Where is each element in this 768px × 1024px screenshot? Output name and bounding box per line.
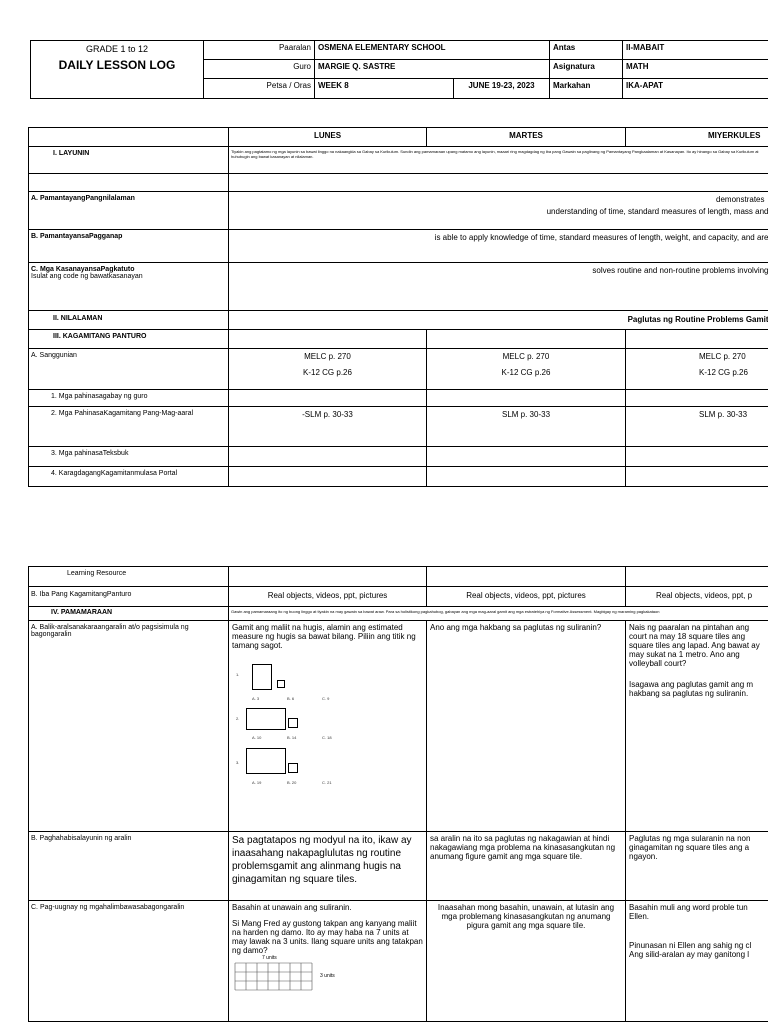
subject-value: MATH xyxy=(623,60,768,79)
balik-aral-label: A. Balik-aralsanakaraangaralin at/o pagsisimula ng bagongaralin xyxy=(29,621,229,832)
subject-label: Asignatura xyxy=(550,60,623,79)
date-label: Petsa / Oras xyxy=(204,79,315,99)
pamamaraan-note: Gawin ang pamamaraang ito ng buong linggo at tiyakin na may gawain sa bawat araw. Para sa holistikong pagkahubog, gabayan ang mga mag-aaral gamit ang mga estratehiya ng Formative Assessment. Magbigay ng maraming pagkakataon xyxy=(229,607,768,621)
quarter-label: Markahan xyxy=(550,79,623,99)
paghahabi-label: B. Paghahabisalayunin ng aralin xyxy=(29,832,229,901)
materials-lunes: Real objects, videos, ppt, pictures xyxy=(229,587,427,607)
guro-label: 1. Mga pahinasagabay ng guro xyxy=(29,390,229,407)
fig2-opt-c: C. 18 xyxy=(322,735,332,740)
pag-uugnay-martes: Inaasahan mong basahin, unawain, at lutasin ang mga problemang kinasasangkutan ng anumang pigura gamit ang mga square tile. xyxy=(427,901,626,1022)
figure-shape-1 xyxy=(252,664,272,690)
pamamaraan-label: IV. PAMAMARAAN xyxy=(29,607,229,621)
balik-aral-miy-text2: Isagawa ang paglutas gamit ang m hakbang sa paglutas ng suliranin. xyxy=(629,680,754,698)
layunin-note: Tiyakin ang pagtatamo ng mga layunin sa bawat linggo na nakaangkla sa Gabay sa Kurikulum. Sundin ang pamamaraan upang matamo ang layunin, maaari ring magdagdag ng iba pang Gawain sa paglinang ng Pamantayang Pangkaalaman at Kasanayan. Ito ay hinango sa Gabay sa Kurikulum at huhubugin ang bawat kasanayan at nilalaman. xyxy=(229,147,768,174)
pp-text-line2: understanding of time, standard measures of length, mass and xyxy=(546,207,768,216)
kasanayan-sub: Isulat ang code ng bawatkasanayan xyxy=(31,273,143,280)
grid-7x3 xyxy=(234,962,316,992)
fig3-opt-c: C. 21 xyxy=(322,780,332,785)
pag-uugnay-miy-text2: Pinunasan ni Ellen ang sahig ng cl Ang silid-aralan ay may ganitong l xyxy=(629,941,752,959)
grade-level-label: Antas xyxy=(550,41,623,60)
pamantayan-pagganap-text: is able to apply knowledge of time, standard measures of length, weight, and capacity, and are xyxy=(229,230,768,263)
fig2-opt-a: A. 10 xyxy=(252,735,262,740)
sanggunian-lunes xyxy=(229,349,427,390)
slm-lunes: -SLM p. 30-33 xyxy=(229,407,427,447)
procedure-table xyxy=(28,566,768,1022)
learning-resource-label: Learning Resource xyxy=(29,567,229,587)
teksbuk-label: 3. Mga pahinasaTeksbuk xyxy=(29,447,229,467)
kasanayan-label: C. Mga KasanayansaPagkatuto xyxy=(31,266,135,273)
portal-label: 4. KaragdagangKagamitanmulasa Portal xyxy=(29,467,229,487)
pamantayang-pangnilalaman-label: A. PamantayangPangnilalaman xyxy=(29,192,229,230)
slm-miyerkules: SLM p. 30-33 xyxy=(626,407,768,447)
grid-figure xyxy=(232,955,423,995)
melc-miyerkules: MELC p. 270 xyxy=(699,352,746,361)
pag-uugnay-miy-text1: Basahin muli ang word proble tun Ellen. xyxy=(629,903,748,921)
pag-uugnay-label: C. Pag-uugnay ng mgahalimbawasabagongaralin xyxy=(29,901,229,1022)
grid-top-label: 7 units xyxy=(262,955,277,961)
melc-martes: MELC p. 270 xyxy=(502,352,550,361)
quarter-value: IKA-APAT xyxy=(623,79,768,99)
iba-kagamitan-label: B. Iba Pang KagamitangPanturo xyxy=(29,587,229,607)
page-title: DAILY LESSON LOG xyxy=(58,58,176,72)
teacher-label: Guro xyxy=(204,60,315,79)
slm-martes: SLM p. 30-33 xyxy=(427,407,626,447)
header-title-cell xyxy=(31,41,204,99)
layunin-label: I. LAYUNIN xyxy=(29,147,229,174)
fig3-opt-a: A. 19 xyxy=(252,780,262,785)
materials-martes: Real objects, videos, ppt, pictures xyxy=(427,587,626,607)
pag-uugnay-lunes-text1: Basahin at unawain ang suliranin. xyxy=(232,903,352,912)
figure-num-2: 2. xyxy=(236,716,240,721)
fig2-opt-b: B. 14 xyxy=(287,735,297,740)
sanggunian-label: A. Sanggunian xyxy=(29,349,229,390)
pag-uugnay-lunes-text2: Si Mang Fred ay gustong takpan ang kanyang maliit na harden ng damo. Ito ay may haba na 7 units at may lawak na 3 units. Ilang square units ang tatakpan ng damo? xyxy=(232,919,423,955)
teacher-value: MARGIE Q. SASTRE xyxy=(315,60,550,79)
sanggunian-miyerkules xyxy=(626,349,768,390)
estimate-figure xyxy=(232,660,342,800)
balik-aral-lunes-text: Gamit ang maliit na hugis, alamin ang estimated measure ng hugis sa bawat bilang. Piliin ang titik ng tamang sagot. xyxy=(232,623,416,650)
fig3-opt-b: B. 20 xyxy=(287,780,297,785)
paghahabi-miyerkules: Paglutas ng mga sularanin na non ginagamitan ng square tiles ang a ngayon. xyxy=(626,832,768,901)
objectives-table xyxy=(28,127,768,487)
pamantayan-pagganap-label: B. PamantayansaPagganap xyxy=(29,230,229,263)
pag-uugnay-lunes xyxy=(229,901,427,1022)
school-label: Paaralan xyxy=(204,41,315,60)
nilalaman-label: II. NILALAMAN xyxy=(29,311,229,330)
grade-text: GRADE 1 to 12 xyxy=(85,44,149,54)
cg-martes: K-12 CG p.26 xyxy=(501,368,551,377)
cg-lunes: K-12 CG p.26 xyxy=(303,368,352,377)
nilalaman-text: Paglutas ng Routine Problems Gamit xyxy=(229,311,768,330)
figure-num-3: 3. xyxy=(236,760,240,765)
unit-square-1 xyxy=(277,680,285,688)
balik-aral-lunes xyxy=(229,621,427,832)
materials-miyerkules: Real objects, videos, ppt, p xyxy=(626,587,768,607)
paghahabi-martes: sa aralin na ito sa paglutas ng nakagawian at hindi nakagawiang mga problema na kinasasangkutan ng anumang figure gamit ang mga square tile. xyxy=(427,832,626,901)
school-value: OSMENA ELEMENTARY SCHOOL xyxy=(315,41,550,60)
figure-shape-2 xyxy=(246,708,286,730)
kagamitan-label: III. KAGAMITANG PANTURO xyxy=(29,330,229,349)
day-lunes: LUNES xyxy=(229,128,427,147)
cg-miyerkules: K-12 CG p.26 xyxy=(699,368,748,377)
fig1-opt-c: C. 9 xyxy=(322,696,330,701)
paghahabi-lunes: Sa pagtatapos ng modyul na ito, ikaw ay inaasahang nakapaglulutas ng routine problemsgamit ang alinmang hugis na ginagamitan ng square tiles. xyxy=(229,832,427,901)
figure-shape-3 xyxy=(246,748,286,774)
kasanayan-text: solves routine and non-routine problems involving xyxy=(229,263,768,311)
day-martes: MARTES xyxy=(427,128,626,147)
sanggunian-martes xyxy=(427,349,626,390)
balik-aral-martes: Ano ang mga hakbang sa paglutas ng suliranin? xyxy=(427,621,626,832)
dates-value: JUNE 19-23, 2023 xyxy=(454,79,550,99)
fig1-opt-b: B. 6 xyxy=(287,696,295,701)
balik-aral-miyerkules xyxy=(626,621,768,832)
balik-aral-miy-text1: Nais ng paaralan na pintahan ang court na may 18 square tiles ang square tiles ang lapad. Ang bawat ay may sukat na 1 metro. Ano ang volleyball court? xyxy=(629,623,760,668)
magaaral-label: 2. Mga PahinasaKagamitang Pang-Mag-aaral xyxy=(29,407,229,447)
pamantayang-pangnilalaman-text xyxy=(229,192,768,230)
kasanayan-cell xyxy=(29,263,229,311)
pp-text-line1: demonstrates xyxy=(716,195,765,204)
week-value: WEEK 8 xyxy=(315,79,454,99)
pag-uugnay-miyerkules xyxy=(626,901,768,1022)
fig1-opt-a: A. 3 xyxy=(252,696,260,701)
figure-num-1: 1. xyxy=(236,672,240,677)
grade-level-value: II-MABAIT xyxy=(623,41,768,60)
unit-square-2 xyxy=(288,718,298,728)
grid-side-label: 3 units xyxy=(320,973,335,979)
header-table xyxy=(30,40,768,99)
unit-square-3 xyxy=(288,763,298,773)
day-miyerkules: MIYERKULES xyxy=(626,128,768,147)
melc-lunes: MELC p. 270 xyxy=(304,352,351,361)
